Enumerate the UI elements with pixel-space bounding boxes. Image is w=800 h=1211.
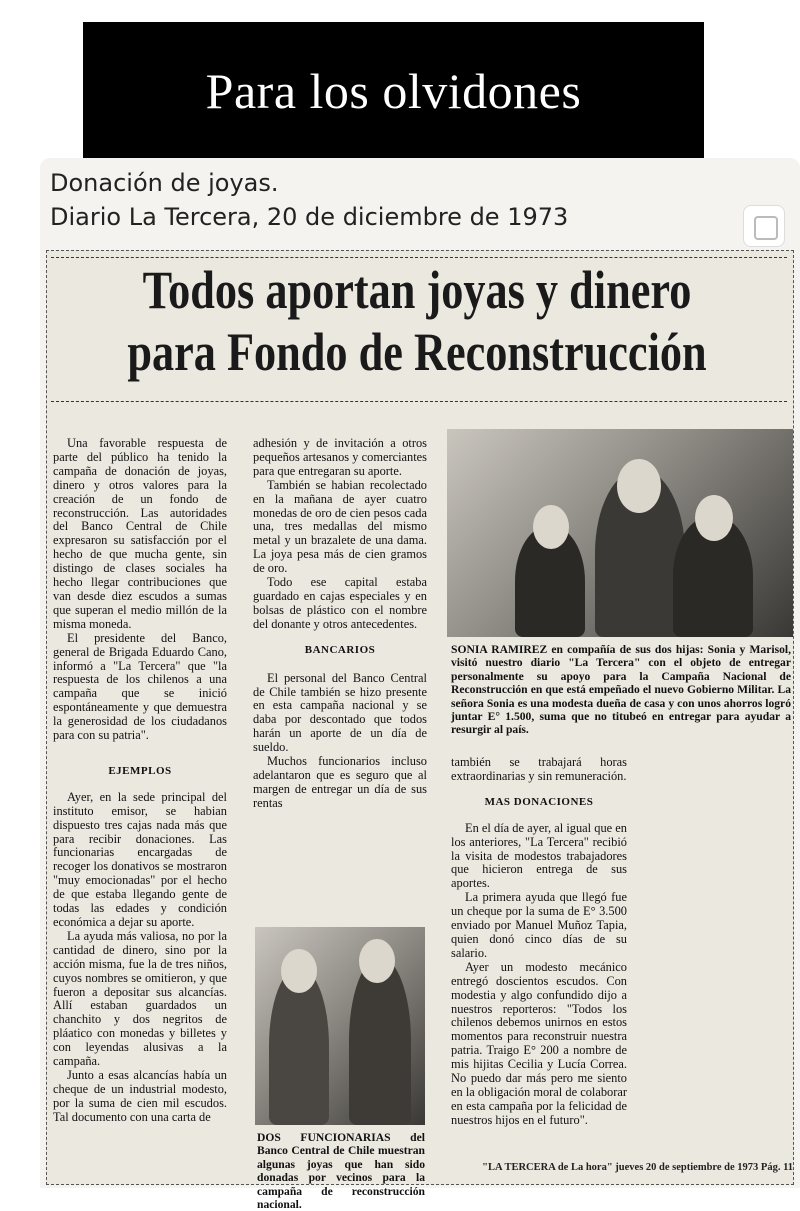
post-caption (50, 166, 568, 234)
post-card (40, 158, 800, 1211)
col1-paragraph: Una favorable respuesta de parte del público ha tenido la campaña de donación de joyas, dinero y otros valores para la creación de un fondo de reconstrucción. Las autoridades del Banco Central de Chile expresaron su satisfacción por el hecho de que mucha gente, sin distingo de clases sociales ha hecho llegar contribuciones que van desde diez escudos a sumas que superan el medio millón de la misma moneda. (53, 436, 227, 631)
headline-rule (51, 401, 787, 402)
expand-icon[interactable] (743, 205, 785, 247)
subhead-ejemplos: EJEMPLOS (108, 764, 172, 777)
headline-line-1: Todos aportan joyas y dinero (142, 260, 692, 320)
newspaper-clipping (46, 250, 794, 1211)
col2-paragraph: El personal del Banco Central de Chile también se hizo presente en esta campaña nacional y se daba por descontado que todos harán un aporte de un día de sueldo. (253, 670, 427, 755)
photo-face (695, 495, 733, 541)
col3-paragraph: En el día de ayer, al igual que en los anteriores, "La Tercera" recibió la visita de modestos trabajadores que hicieron entrega de sus aportes. (451, 820, 627, 891)
subhead-bancarios: BANCARIOS (304, 643, 376, 656)
photo-1-caption: SONIA RAMIREZ en compañía de sus dos hijas: Sonia y Marisol, visitó nuestro diario "La Tercera" con el objeto de entregar personalmente su apoyo para la Campaña Nacional de Reconstrucción en que está empeñado el nuevo Gobierno Militar. La señora Sonia es una modesta dueña de casa y con unos ahorros logró juntar E° 1.500, suma que no titubeó en entregar para ayudar a resurgir al país. (451, 643, 791, 737)
photo-face (533, 505, 569, 549)
col2-paragraph: Muchos funcionarios incluso adelantaron que es seguro que al margen de entregar un día de sus rentas (253, 754, 427, 810)
headline (114, 259, 721, 383)
col2-paragraph: adhesión y de invitación a otros pequeños artesanos y comerciantes para que entregaran su aporte. (253, 436, 427, 478)
col1-paragraph: La ayuda más valiosa, no por la cantidad de dinero, sino por la acción misma, fue la de tres niños, cuyos nombres se omitieron, y que fueron a depositar sus alcancías. Allí estaban guardados un chanchito y dos negritos de pláatico con monedas y billetes y con leyendas alusivas a la campaña. (53, 928, 227, 1069)
col1-paragraph: Ayer, en la sede principal del instituto emisor, se habian dispuesto tres cajas nada más que para recibir donaciones. Las funcionarias encargadas de recoger los donativos se mostraron "muy emocionadas" por el hecho de que estaba llegando gente de todas las edades y condición económica a dejar su aporte. (53, 789, 227, 929)
col1-paragraph: Junto a esas alcancías había un cheque de un industrial modesto, por la suma de cien mil escudos. Tal documento con una carta de (53, 1067, 227, 1124)
column-2 (253, 437, 427, 811)
col3-paragraph: Ayer un modesto mecánico entregó doscientos escudos. Con modestia y algo confundido dijo a nuestros reporteros: "Todos los chilenos debemos unirnos en estos momentos para reconstruir nuestra patria. Traigo E° 200 a nombre de mis hijitas Cecilia y Lucía Correa. No puedo dar más pero me siento en la obligación moral de colaborar en esta campaña por la felicidad de nuestros hijos en el futuro". (451, 959, 627, 1127)
photo-face (281, 949, 317, 993)
column-3 (451, 756, 627, 1128)
top-rule (51, 257, 787, 258)
photo-mother-daughters (447, 429, 793, 637)
subhead-mas-donaciones: MAS DONACIONES (484, 795, 594, 808)
page-footer: "LA TERCERA de La hora" jueves 20 de septiembre de 1973 Pág. 11 (482, 1162, 793, 1173)
photo-face (617, 459, 661, 513)
headline-line-2: para Fondo de Reconstrucción (127, 322, 707, 382)
col2-paragraph: Todo ese capital estaba guardado en cajas especiales y en bolsas de plástico con el nombre del donante y otros antecedentes. (253, 575, 427, 631)
banner-title: Para los olvidones (205, 62, 582, 119)
col3-paragraph: también se trabajará horas extraordinarias y sin remuneración. (451, 755, 627, 783)
col2-paragraph: También se habian recolectado en la mañana de ayer cuatro monedas de oro de cien pesos cada una, tres medallas del mismo metal y un brazalete de una dama. La joya pesa más de cien gramos de oro. (253, 477, 427, 576)
caption-line-1: Donación de joyas. (50, 169, 279, 197)
col3-paragraph: La primera ayuda que llegó fue un cheque por la suma de E° 3.500 enviado por Manuel Muñoz Tapia, quien donó cinco días de su salario. (451, 890, 627, 960)
caption-line-2: Diario La Tercera, 20 de diciembre de 1973 (50, 203, 569, 231)
photo-face (359, 939, 395, 983)
title-banner (83, 22, 704, 159)
col1-paragraph: El presidente del Banco, general de Brigada Eduardo Cano, informó a "La Tercera" que "la respuesta de los chilenos a una campaña que se inició espontáneamente y que demuestra la generosidad de los ciudadanos para con su patria". (53, 630, 227, 743)
column-1 (53, 437, 227, 1125)
photo-bank-employees (255, 927, 425, 1125)
photo-2-caption: DOS FUNCIONARIAS del Banco Central de Chile muestran algunas joyas que han sido donadas por vecinos para la campaña de reconstrucción nacional. (257, 1131, 425, 1211)
